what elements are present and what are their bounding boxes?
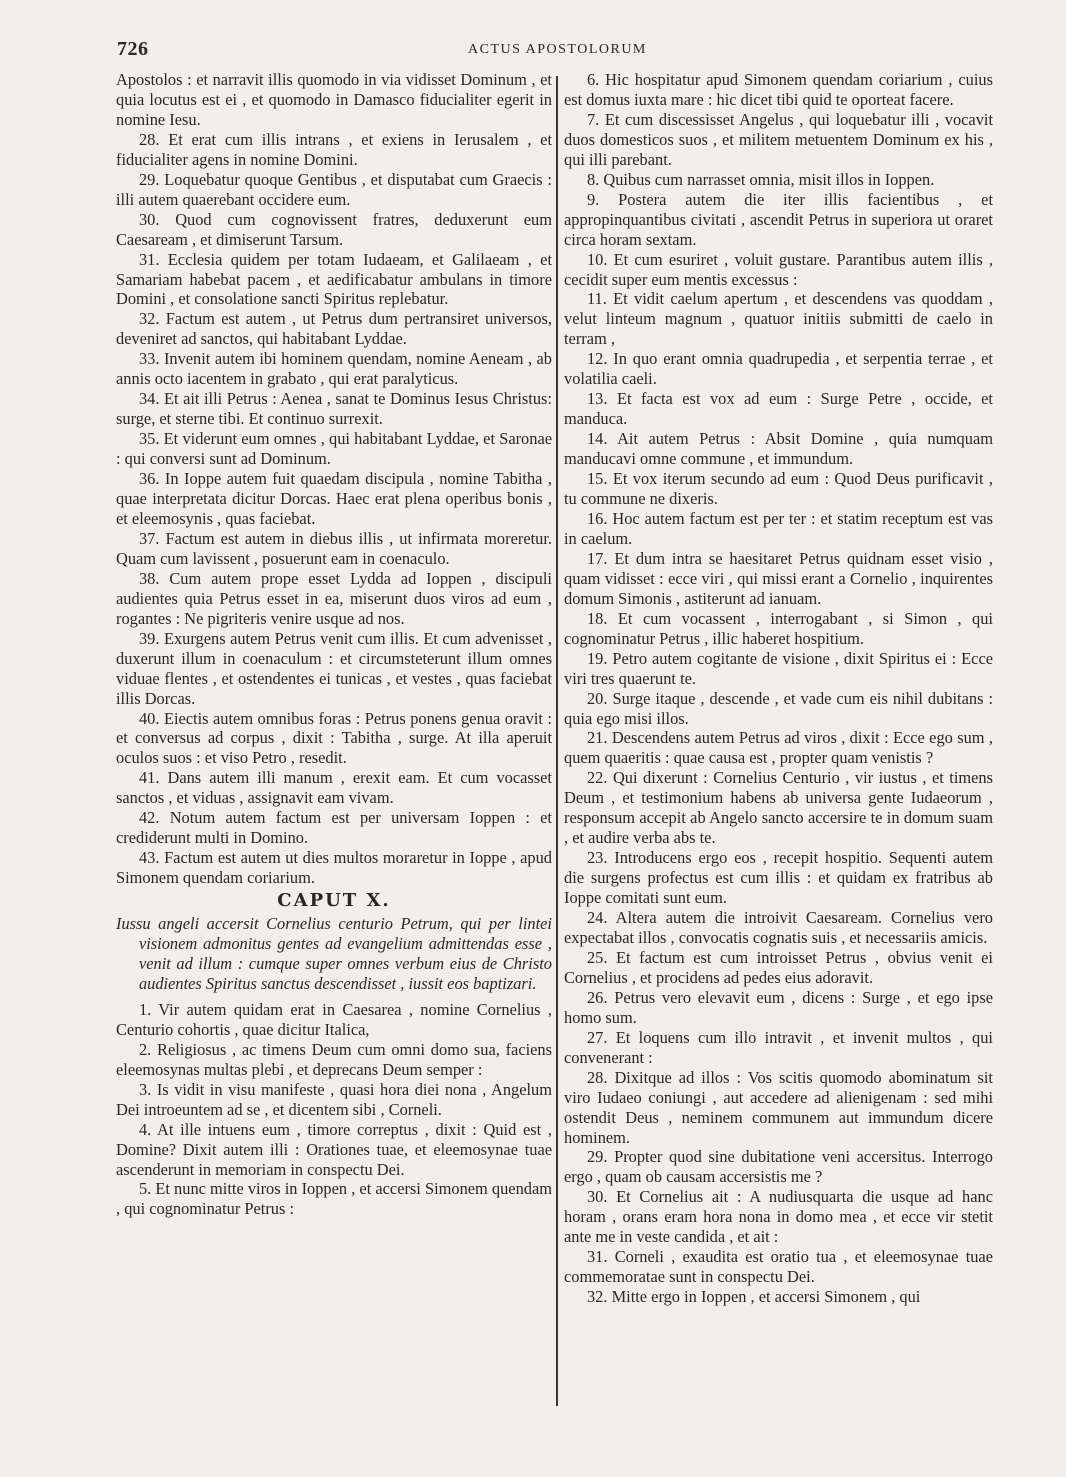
verse-text: Surge itaque , descende , et vade cum eis nihil dubitans : quia ego misi illos. — [564, 688, 993, 728]
verse — [116, 1120, 552, 1180]
verse-number: 29. — [138, 169, 160, 189]
verse-text: Qui dixerunt : Cornelius Centurio , vir iustus , et timens Deum , et testimonium habens ab universa gente Iudaeorum , responsum accepit ab Angelo sancto accersire te in domum suam , et audire verba abs te. — [564, 768, 993, 848]
verse-number: 14. — [586, 429, 608, 449]
verse-text: Exurgens autem Petrus venit cum illis. Et cum advenisset , duxerunt illum in coenaculum : et circumsteterunt illum omnes viduae flentes , et ostendentes ei tunicas , et vestes , quas faciebat illis Dorcas. — [116, 628, 552, 708]
verse-number: 17. — [586, 548, 608, 568]
verse-number: 19. — [586, 648, 608, 668]
verse — [116, 469, 552, 529]
verse-number: 12. — [586, 349, 608, 369]
continuation-text: Apostolos : et narravit illis quomodo in via vidisset Dominum , et quia locutus est ei , et quomodo in Damasco fiducialiter egerit in nomine Iesu. — [116, 70, 552, 129]
verse-text: Hic hospitatur apud Simonem quendam coriarium , cuius est domus iuxta mare : hic dicet tibi quid te oporteat facere. — [564, 70, 993, 109]
verse — [564, 728, 993, 768]
verse-number: 21. — [586, 728, 608, 748]
verse-text: Petrus vero elevavit eum , dicens : Surge , et ego ipse homo sum. — [564, 987, 993, 1027]
verse-text: Et cum esuriret , voluit gustare. Parantibus autem illis , cecidit super eum mentis excessus : — [564, 249, 993, 289]
verse — [564, 1247, 993, 1287]
verse-number: 5. — [138, 1179, 152, 1199]
verse — [564, 988, 993, 1028]
verse-text: Ait autem Petrus : Absit Domine , quia numquam manducavi omne commune , et immundum. — [564, 429, 993, 469]
chapter-9-verses — [116, 130, 552, 888]
verse-number: 15. — [586, 469, 608, 489]
verse-number: 7. — [586, 109, 600, 129]
verse-text: Et factum est cum introisset Petrus , obvius venit ei Cornelius , et procidens ad pedes eius adoravit. — [564, 947, 993, 987]
verse-number: 9. — [586, 189, 600, 209]
verse-number: 30. — [138, 209, 160, 229]
verse-text: Eiectis autem omnibus foras : Petrus ponens genua oravit : et conversus ad corpus , dixit : Tabitha , surge. At illa aperuit oculos suos : et viso Petro , resedit. — [116, 708, 552, 768]
verse-number: 32. — [586, 1287, 608, 1307]
verse-text: Loquebatur quoque Gentibus , et disputabat cum Graecis : illi autem quaerebant occidere eum. — [116, 169, 552, 209]
verse — [116, 349, 552, 389]
verse-number: 26. — [586, 987, 608, 1007]
verse-text: Et cum vocassent , interrogabant , si Simon , qui cognominatur Petrus , illic haberet hospitium. — [564, 608, 993, 648]
chapter-10-verses — [116, 1000, 552, 1219]
verse-text: Et nunc mitte viros in Ioppen , et accersi Simonem quendam , qui cognominatur Petrus : — [116, 1179, 552, 1219]
verse — [564, 1187, 993, 1247]
verse-text: Descendens autem Petrus ad viros , dixit : Ecce ego sum , quem quaeritis : quae causa est , propter quam venistis ? — [564, 728, 993, 768]
verse — [564, 190, 993, 250]
verse-number: 34. — [138, 389, 160, 409]
verse-text: Notum autem factum est per universam Ioppen : et crediderunt multi in Domino. — [116, 808, 552, 848]
verse-text: Altera autem die introivit Caesaream. Cornelius vero expectabat illos , convocatis cognatis suis , et necessariis amicis. — [564, 908, 993, 947]
verse-text: Petro autem cogitante de visione , dixit Spiritus ei : Ecce viri tres quaerunt te. — [564, 648, 993, 688]
verse — [116, 1179, 552, 1219]
verse-text: Hoc autem factum est per ter : et statim receptum est vas in caelum. — [564, 508, 993, 548]
verse-text: Quod cum cognovissent fratres, deduxerunt eum Caesaream , et dimiserunt Tarsum. — [116, 209, 552, 249]
verse-number: 20. — [586, 688, 608, 708]
verse-text: At ille intuens eum , timore correptus , dixit : Quid est , Domine? Dixit autem illi : Orationes tuae, et eleemosynae tuae ascenderunt in memoriam in conspectu Dei. — [116, 1119, 552, 1179]
verse-number: 8. — [586, 169, 600, 189]
verse-text: Dixitque ad illos : Vos scitis quomodo abominatum sit viro Iudaeo coniungi , aut accedere ad alienigenam : sed mihi ostendit Deus , neminem communem aut immundum dicere hominem. — [564, 1067, 993, 1147]
verse — [564, 170, 993, 190]
verse — [116, 808, 552, 848]
verse-text: Postera autem die iter illis facientibus , et appropinquantibus civitati , ascendit Petrus in superiora ut oraret circa horam sextam. — [564, 189, 993, 249]
verse-number: 10. — [586, 249, 608, 269]
verse-number: 3. — [138, 1079, 152, 1099]
verse — [564, 549, 993, 609]
verse-number: 29. — [586, 1147, 608, 1167]
verse-text: Et loquens cum illo intravit , et invenit multos , qui convenerant : — [564, 1027, 993, 1067]
verse — [564, 250, 993, 290]
verse-text: Is vidit in visu manifeste , quasi hora diei nona , Angelum Dei introeuntem ad se , et dicentem sibi , Corneli. — [116, 1079, 552, 1119]
verse-number: 11. — [586, 289, 607, 309]
verse-text: Et viderunt eum omnes , qui habitabant Lyddae, et Saronae : qui conversi sunt ad Dominum. — [116, 429, 552, 469]
verse — [564, 609, 993, 649]
verse-text: Et cum discessisset Angelus , qui loquebatur illi , vocavit duos domesticos suos , et militem metuentem Dominum ex his , qui illi parebant. — [564, 109, 994, 169]
verse-text: Dans autem illi manum , erexit eam. Et cum vocasset sanctos , et viduas , assignavit eam vivam. — [116, 768, 552, 808]
verse-text: Factum est autem in diebus illis , ut infirmata moreretur. Quam cum lavissent , posuerunt eam in coenaculo. — [116, 528, 552, 568]
verse-text: In quo erant omnia quadrupedia , et serpentia terrae , et volatilia caeli. — [564, 349, 993, 389]
verse-number: 16. — [586, 508, 608, 528]
verse-text: Et vidit caelum apertum , et descendens vas quoddam , velut linteum magnum , quatuor initiis submitti de caelo in terram , — [564, 289, 993, 349]
verse — [564, 429, 993, 469]
verse-number: 33. — [138, 349, 160, 369]
verse-number: 42. — [138, 808, 160, 828]
page-number: 726 — [117, 38, 149, 60]
verse-text: Et erat cum illis intrans , et exiens in Ierusalem , et fiducialiter agens in nomine Domini. — [116, 129, 552, 169]
verse — [116, 1080, 552, 1120]
verse-number: 27. — [586, 1027, 608, 1047]
verse-text: Mitte ergo in Ioppen , et accersi Simonem , qui — [611, 1287, 921, 1307]
verse — [564, 1028, 993, 1068]
verse — [116, 429, 552, 469]
verse-number: 31. — [138, 249, 160, 269]
verse-text: In Ioppe autem fuit quaedam discipula , nomine Tabitha , quae interpretata dicitur Dorcas. Haec erat plena operibus bonis , et eleemosynis , quas faciebat. — [116, 469, 552, 528]
verse-text: Cum autem prope esset Lydda ad Ioppen , discipuli audientes quia Petrus esset in ea, miserunt duos viros ad eum , rogantes : Ne pigriteris venire usque ad nos. — [116, 568, 552, 628]
verse-number: 37. — [138, 528, 160, 548]
verse-text: Introducens ergo eos , recepit hospitio. Sequenti autem die surgens profectus est cum illis : et quidam ex fratribus ab Ioppe comitati sunt eum. — [564, 848, 993, 908]
verse — [116, 569, 552, 629]
verse-text: Et dum intra se haesitaret Petrus quidnam esset visio , quam vidisset : ecce viri , qui missi erant a Cornelio , inquirentes domum Simonis , astiterunt ad ianuam. — [564, 548, 993, 608]
verse — [564, 509, 993, 549]
verse-number: 22. — [586, 768, 608, 788]
verse — [116, 848, 552, 888]
verse-text: Et Cornelius ait : A nudiusquarta die usque ad hanc horam , orans eram hora nona in domo mea , et ecce vir stetit ante me in veste candida , et ait : — [564, 1187, 993, 1247]
verse-text: Religiosus , ac timens Deum cum omni domo sua, faciens eleemosynas multas plebi , et deprecans Deum semper : — [116, 1039, 552, 1079]
verse — [564, 848, 993, 908]
verse-number: 41. — [138, 768, 160, 788]
verse — [116, 309, 552, 349]
verse — [564, 110, 993, 170]
verse — [564, 70, 993, 110]
verse — [116, 250, 552, 310]
verse-text: Et vox iterum secundo ad eum : Quod Deus purificavit , tu commune ne dixeris. — [564, 469, 993, 509]
verse — [116, 130, 552, 170]
verse-number: 32. — [138, 309, 160, 329]
verse-text: Et ait illi Petrus : Aenea , sanat te Dominus Iesus Christus: surge, et sterne tibi. Et continuo surrexit. — [116, 389, 552, 429]
verse-number: 2. — [138, 1039, 152, 1059]
verse — [564, 1287, 993, 1307]
running-head: ACTUS APOSTOLORUM — [468, 42, 647, 57]
verse-text: Invenit autem ibi hominem quendam, nomine Aeneam , ab annis octo iacentem in grabato , qui erat paralyticus. — [116, 349, 552, 389]
verse-number: 6. — [586, 70, 600, 89]
verse — [564, 908, 993, 948]
verse — [564, 768, 993, 848]
verse-number: 39. — [138, 628, 160, 648]
left-column — [116, 70, 552, 1219]
verse-number: 18. — [586, 608, 608, 628]
verse — [564, 1068, 993, 1148]
verse-number: 23. — [586, 848, 608, 868]
verse — [564, 1147, 993, 1187]
verse — [116, 768, 552, 808]
right-column — [564, 70, 993, 1307]
verse — [116, 389, 552, 429]
verse — [116, 629, 552, 709]
verse — [116, 709, 552, 769]
verse — [564, 649, 993, 689]
verse — [564, 948, 993, 988]
verse — [116, 1040, 552, 1080]
verse — [116, 529, 552, 569]
verse-number: 35. — [138, 429, 160, 449]
verse-number: 31. — [586, 1247, 608, 1267]
verse-text: Factum est autem ut dies multos moraretur in Ioppe , apud Simonem quendam coriarium. — [116, 848, 552, 888]
verse — [564, 349, 993, 389]
verse-number: 24. — [586, 908, 608, 928]
verse-text: Propter quod sine dubitatione veni accersitus. Interrogo ergo , quam ob causam accersistis me ? — [564, 1147, 993, 1187]
verse — [564, 389, 993, 429]
chapter-heading: CAPUT X. — [277, 890, 391, 912]
verse — [564, 469, 993, 509]
verse-text: Ecclesia quidem per totam Iudaeam, et Galilaeam , et Samariam habebat pacem , et aedificabatur ambulans in timore Domini , et consolatione sancti Spiritus replebatur. — [116, 249, 552, 309]
verse — [564, 689, 993, 729]
verse-number: 4. — [138, 1119, 152, 1139]
verse-number: 36. — [138, 469, 160, 489]
verse-number: 1. — [138, 999, 152, 1019]
verse — [564, 289, 993, 349]
verse-number: 43. — [138, 848, 160, 868]
chapter-10-verses-continued — [564, 70, 993, 1307]
column-divider — [556, 76, 558, 1406]
verse — [116, 170, 552, 210]
verse — [116, 210, 552, 250]
verse-text: Vir autem quidam erat in Caesarea , nomine Cornelius , Centurio cohortis , quae dicitur Italica, — [116, 999, 552, 1039]
verse-number: 30. — [586, 1187, 608, 1207]
verse-number: 25. — [586, 947, 608, 967]
verse-number: 40. — [138, 708, 160, 728]
verse-number: 28. — [138, 129, 160, 149]
chapter-summary: Iussu angeli accersit Cornelius centurio Petrum, qui per lintei visionem admonitus gentes ad evangelium admittendas esse , venit ad illum : cumque super omnes verbum eius de Christo audientes Spiritus sanctus descendisset , iussit eos baptizari. — [116, 914, 552, 993]
verse-number: 13. — [586, 389, 608, 409]
verse-text: Quibus cum narrasset omnia, misit illos in Ioppen. — [603, 169, 935, 189]
verse-text: Et facta est vox ad eum : Surge Petre , occide, et manduca. — [564, 389, 993, 429]
verse-number: 38. — [138, 568, 160, 588]
verse-number: 28. — [586, 1067, 608, 1087]
verse-text: Corneli , exaudita est oratio tua , et eleemosynae tuae commemoratae sunt in conspectu Dei. — [564, 1247, 993, 1287]
verse-text: Factum est autem , ut Petrus dum pertransiret universos, deveniret ad sanctos, qui habitabant Lyddae. — [116, 309, 552, 349]
verse — [116, 1000, 552, 1040]
